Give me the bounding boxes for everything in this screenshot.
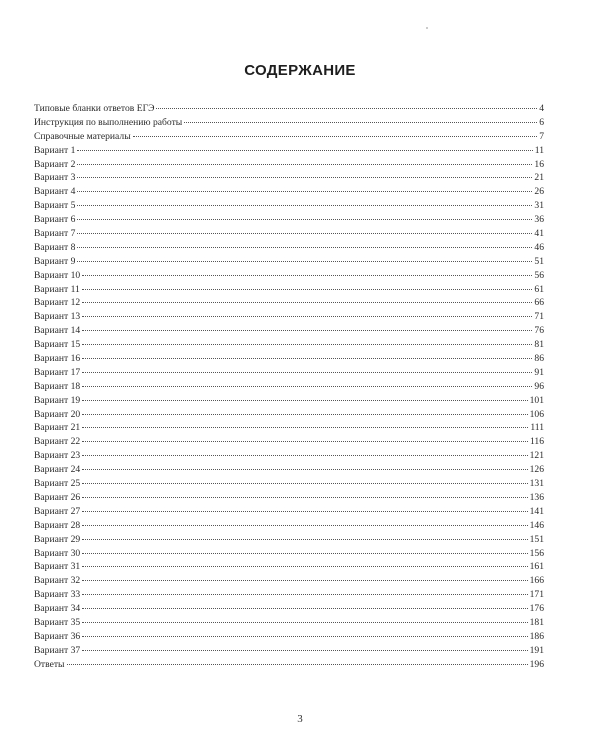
toc-entry xyxy=(34,616,544,630)
toc-entry-label: Ответы xyxy=(34,658,65,670)
dot-leader xyxy=(77,219,532,220)
toc-entry-label: Вариант 20 xyxy=(34,408,81,420)
toc-entry xyxy=(34,185,544,199)
toc-entry-label: Вариант 35 xyxy=(34,616,81,628)
toc-entry-page: 66 xyxy=(534,297,544,309)
toc-entry-page: 76 xyxy=(534,325,544,337)
dot-leader xyxy=(82,344,532,345)
dot-leader xyxy=(82,566,527,567)
toc-entry-label: Вариант 7 xyxy=(34,228,76,240)
toc-entry xyxy=(34,338,544,352)
toc-entry-page: 11 xyxy=(534,144,544,156)
toc-entry xyxy=(34,213,544,227)
dot-leader xyxy=(82,469,527,470)
toc-entry-label: Вариант 16 xyxy=(34,353,81,365)
toc-entry-label: Вариант 13 xyxy=(34,311,81,323)
toc-entry xyxy=(34,588,544,602)
dot-leader xyxy=(82,580,527,581)
toc-entry-page: 191 xyxy=(529,644,544,656)
toc-entry xyxy=(34,630,544,644)
toc-entry-page: 116 xyxy=(529,436,544,448)
dot-leader xyxy=(77,233,532,234)
dot-leader xyxy=(82,553,527,554)
toc-entry xyxy=(34,658,544,672)
dot-leader xyxy=(67,664,528,665)
toc-entry-label: Вариант 30 xyxy=(34,547,81,559)
dot-leader xyxy=(82,650,527,651)
toc-entry-label: Вариант 18 xyxy=(34,380,81,392)
toc-entry-page: 4 xyxy=(539,103,544,114)
dot-leader xyxy=(82,386,532,387)
dot-leader xyxy=(82,358,532,359)
toc-entry xyxy=(34,269,544,283)
toc-entry-page: 36 xyxy=(534,214,544,226)
toc-entry xyxy=(34,380,544,394)
toc-entry-page: 86 xyxy=(534,353,544,365)
dot-leader xyxy=(82,316,532,317)
toc-entry-label: Вариант 2 xyxy=(34,158,76,170)
toc-entry xyxy=(34,533,544,547)
toc-entry-label: Вариант 26 xyxy=(34,491,81,503)
toc-entry-label: Вариант 5 xyxy=(34,200,76,212)
dot-leader xyxy=(77,247,532,248)
toc-entry xyxy=(34,644,544,658)
toc-entry xyxy=(34,324,544,338)
toc-entry-label: Справочные материалы xyxy=(34,130,131,142)
toc-entry-label: Вариант 4 xyxy=(34,186,76,198)
toc-entry xyxy=(34,491,544,505)
toc-entry xyxy=(34,352,544,366)
dot-leader xyxy=(77,261,532,262)
toc-entry xyxy=(34,449,544,463)
toc-entry xyxy=(34,158,544,172)
dot-leader xyxy=(77,177,532,178)
toc-entry xyxy=(34,408,544,422)
toc-entry-label: Вариант 11 xyxy=(34,283,80,295)
dot-leader xyxy=(77,205,532,206)
toc-entry xyxy=(34,227,544,241)
toc-entry-page: 196 xyxy=(529,658,544,670)
toc-entry-label: Вариант 10 xyxy=(34,269,81,281)
toc-entry xyxy=(34,421,544,435)
toc-entry-page: 166 xyxy=(529,575,544,587)
dot-leader xyxy=(184,122,537,123)
toc-entry xyxy=(34,102,544,116)
toc-entry-page: 121 xyxy=(529,450,544,462)
toc-entry xyxy=(34,171,544,185)
toc-entry xyxy=(34,435,544,449)
scan-speck xyxy=(426,27,428,29)
toc-entry-page: 156 xyxy=(529,547,544,559)
toc-entry xyxy=(34,505,544,519)
toc-entry xyxy=(34,366,544,380)
toc-entry-label: Вариант 22 xyxy=(34,436,81,448)
toc-entry-label: Вариант 34 xyxy=(34,603,81,615)
toc-entry-page: 161 xyxy=(529,561,544,573)
toc-entry-page: 61 xyxy=(534,283,544,295)
page-number: 3 xyxy=(297,713,303,725)
toc-entry-page: 56 xyxy=(534,269,544,281)
page-title: СОДЕРЖАНИЕ xyxy=(244,62,356,79)
toc-entry-label: Вариант 14 xyxy=(34,325,81,337)
toc-entry-page: 16 xyxy=(534,158,544,170)
toc-entry-page: 81 xyxy=(534,339,544,351)
toc-entry xyxy=(34,560,544,574)
toc-entry-page: 21 xyxy=(534,172,544,184)
dot-leader xyxy=(82,539,527,540)
toc-entry-page: 146 xyxy=(529,519,544,531)
toc-entry-label: Вариант 9 xyxy=(34,255,76,267)
toc-entry-page: 101 xyxy=(529,394,544,406)
toc-entry xyxy=(34,574,544,588)
dot-leader xyxy=(82,594,527,595)
toc-entry-page: 46 xyxy=(534,241,544,253)
toc-entry-page: 181 xyxy=(529,616,544,628)
toc-entry-page: 136 xyxy=(529,491,544,503)
toc-entry-label: Вариант 21 xyxy=(34,422,81,434)
toc-entry xyxy=(34,296,544,310)
toc-entry-page: 6 xyxy=(539,116,544,128)
toc-entry-label: Вариант 27 xyxy=(34,505,81,517)
toc-entry-label: Вариант 36 xyxy=(34,630,81,642)
toc-entry-label: Вариант 3 xyxy=(34,172,76,184)
dot-leader xyxy=(156,108,537,109)
dot-leader xyxy=(82,275,532,276)
toc-entry-label: Вариант 31 xyxy=(34,561,81,573)
toc-entry-label: Вариант 33 xyxy=(34,589,81,601)
toc-entry xyxy=(34,310,544,324)
toc-entry-label: Вариант 1 xyxy=(34,144,76,156)
toc-entry xyxy=(34,547,544,561)
toc-entry-page: 26 xyxy=(534,186,544,198)
dot-leader xyxy=(82,441,528,442)
toc-entry xyxy=(34,519,544,533)
dot-leader xyxy=(82,622,527,623)
toc-entry-label: Вариант 32 xyxy=(34,575,81,587)
dot-leader xyxy=(82,414,527,415)
dot-leader xyxy=(82,483,527,484)
dot-leader xyxy=(82,608,527,609)
dot-leader xyxy=(133,136,538,137)
toc-entry-label: Вариант 6 xyxy=(34,214,76,226)
toc-entry-page: 126 xyxy=(529,464,544,476)
toc-entry xyxy=(34,199,544,213)
dot-leader xyxy=(77,191,532,192)
toc-entry-page: 7 xyxy=(539,130,544,142)
toc-entry xyxy=(34,283,544,297)
dot-leader xyxy=(82,400,527,401)
dot-leader xyxy=(82,372,532,373)
dot-leader xyxy=(82,455,527,456)
toc-entry-label: Вариант 19 xyxy=(34,394,81,406)
toc-entry-page: 176 xyxy=(529,603,544,615)
dot-leader xyxy=(82,427,528,428)
toc-entry-page: 106 xyxy=(529,408,544,420)
toc-entry-label: Инструкция по выполнению работы xyxy=(34,116,183,128)
dot-leader xyxy=(82,289,533,290)
dot-leader xyxy=(82,497,527,498)
toc-entry xyxy=(34,116,544,130)
toc-entry-page: 141 xyxy=(529,505,544,517)
dot-leader xyxy=(77,164,532,165)
toc-entry xyxy=(34,130,544,144)
dot-leader xyxy=(82,525,527,526)
toc-entry-label: Вариант 25 xyxy=(34,478,81,490)
toc-entry-page: 96 xyxy=(534,380,544,392)
toc-entry-page: 131 xyxy=(529,478,544,490)
toc-entry-page: 186 xyxy=(529,630,544,642)
toc-entry-label: Вариант 15 xyxy=(34,339,81,351)
toc-entry xyxy=(34,394,544,408)
toc-entry xyxy=(34,463,544,477)
toc-entry xyxy=(34,477,544,491)
dot-leader xyxy=(82,636,527,637)
toc-entry-label: Вариант 17 xyxy=(34,366,81,378)
dot-leader xyxy=(82,511,527,512)
toc-entry-label: Вариант 12 xyxy=(34,297,81,309)
dot-leader xyxy=(77,150,532,151)
toc-entry-page: 31 xyxy=(534,200,544,212)
toc-entry-label: Вариант 28 xyxy=(34,519,81,531)
toc-entry xyxy=(34,602,544,616)
toc-entry-label: Типовые бланки ответов ЕГЭ xyxy=(34,103,155,114)
toc-entry xyxy=(34,255,544,269)
table-of-contents xyxy=(34,102,544,672)
dot-leader xyxy=(82,302,532,303)
toc-entry-label: Вариант 23 xyxy=(34,450,81,462)
toc-entry-page: 151 xyxy=(529,533,544,545)
toc-entry-page: 71 xyxy=(534,311,544,323)
toc-entry-label: Вариант 24 xyxy=(34,464,81,476)
toc-entry xyxy=(34,144,544,158)
toc-entry-page: 171 xyxy=(529,589,544,601)
toc-entry-label: Вариант 29 xyxy=(34,533,81,545)
toc-entry-page: 41 xyxy=(534,228,544,240)
toc-entry-page: 51 xyxy=(534,255,544,267)
toc-entry-label: Вариант 37 xyxy=(34,644,81,656)
toc-entry xyxy=(34,241,544,255)
toc-entry-page: 91 xyxy=(534,366,544,378)
toc-entry-page: 111 xyxy=(530,422,544,434)
toc-entry-label: Вариант 8 xyxy=(34,241,76,253)
dot-leader xyxy=(82,330,532,331)
